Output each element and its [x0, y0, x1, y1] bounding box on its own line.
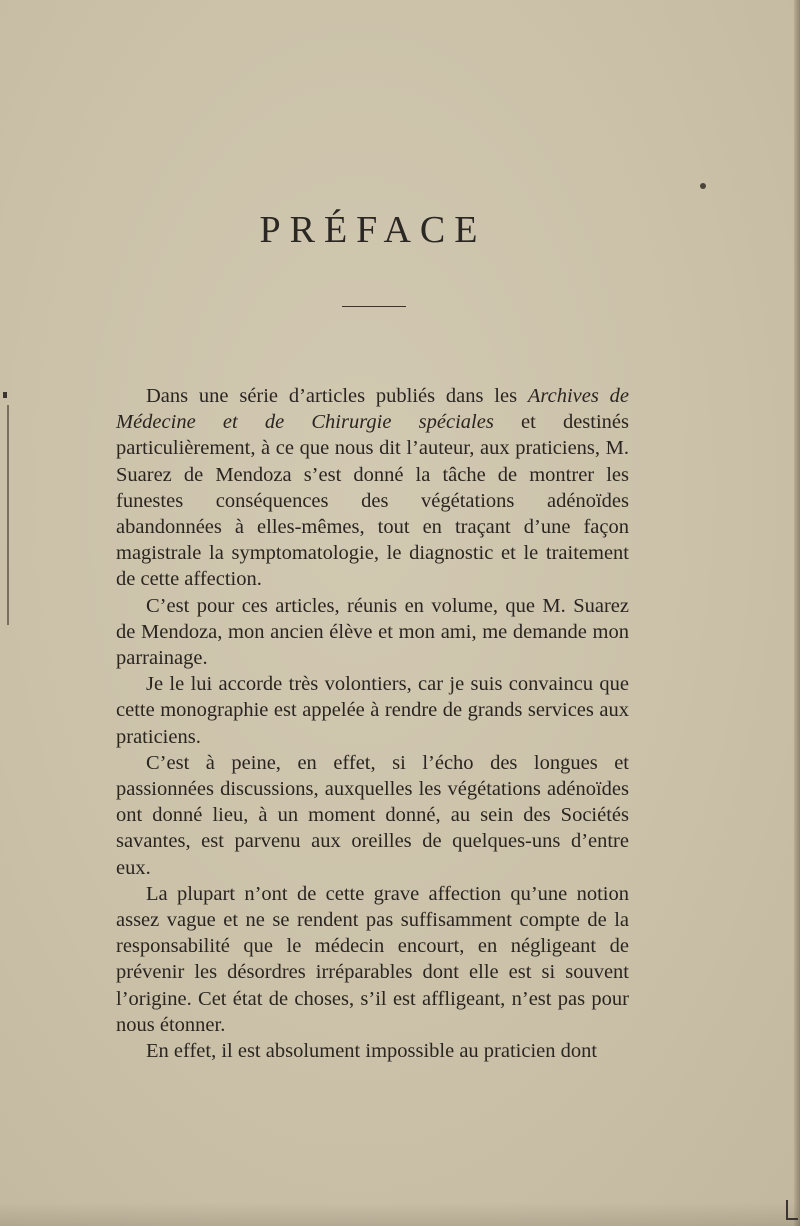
paragraph-1-text-start: Dans une série d’articles publiés dans les — [146, 385, 528, 407]
paragraph-1-text-end: et destinés particulièrement, à ce que nous dit l’auteur, aux praticiens, M. Suarez de Mendoza s’est donné la tâche de montrer les funestes conséquences des végétations adénoïdes abandonnées à elles-mêmes, tout en traçant d’une façon magistrale la symptomatologie, le diagnostic et le traitement de cette affection. — [116, 411, 630, 591]
paragraph-1 — [116, 383, 629, 593]
paragraph-3: Je le lui accorde très volontiers, car je suis convaincu que cette monographie est appelée à rendre de grands services aux praticiens. — [116, 673, 629, 748]
paragraph-4: C’est à peine, en effet, si l’écho des longues et passionnées discussions, auxquelles les végétations adénoïdes ont donné lieu, à un moment donné, au sein des Sociétés savantes, est parvenu aux oreilles de quelques-uns d’entre eux. — [116, 751, 629, 879]
margin-rule — [7, 405, 9, 625]
corner-mark — [786, 1200, 798, 1220]
ink-speck — [700, 183, 706, 189]
journal-title-italic: Archives de Médecine et de Chirurgie spéciales — [116, 385, 630, 434]
margin-tick-mark — [3, 392, 7, 398]
paragraph-6: En effet, il est absolument impossible au praticien dont — [146, 1040, 598, 1063]
title-divider — [342, 306, 406, 307]
paragraph-5: La plupart n’ont de cette grave affection qu’une notion assez vague et ne se rendent pas suffisamment compte de la responsabilité que le médecin encourt, en négligeant de prévenir les désordres irréparables dont elle est si souvent l’origine. Cet état de choses, s’il est affligeant, n’est pas pour nous étonner. — [116, 882, 629, 1036]
page-right-edge — [794, 0, 800, 1226]
preface-body — [116, 383, 629, 1064]
paragraph-2: C’est pour ces articles, réunis en volume, que M. Suarez de Mendoza, mon ancien élève et mon ami, me demande mon parrainage. — [116, 594, 629, 670]
page-title: PRÉFACE — [259, 209, 487, 251]
page-bottom-shadow — [0, 1202, 800, 1226]
